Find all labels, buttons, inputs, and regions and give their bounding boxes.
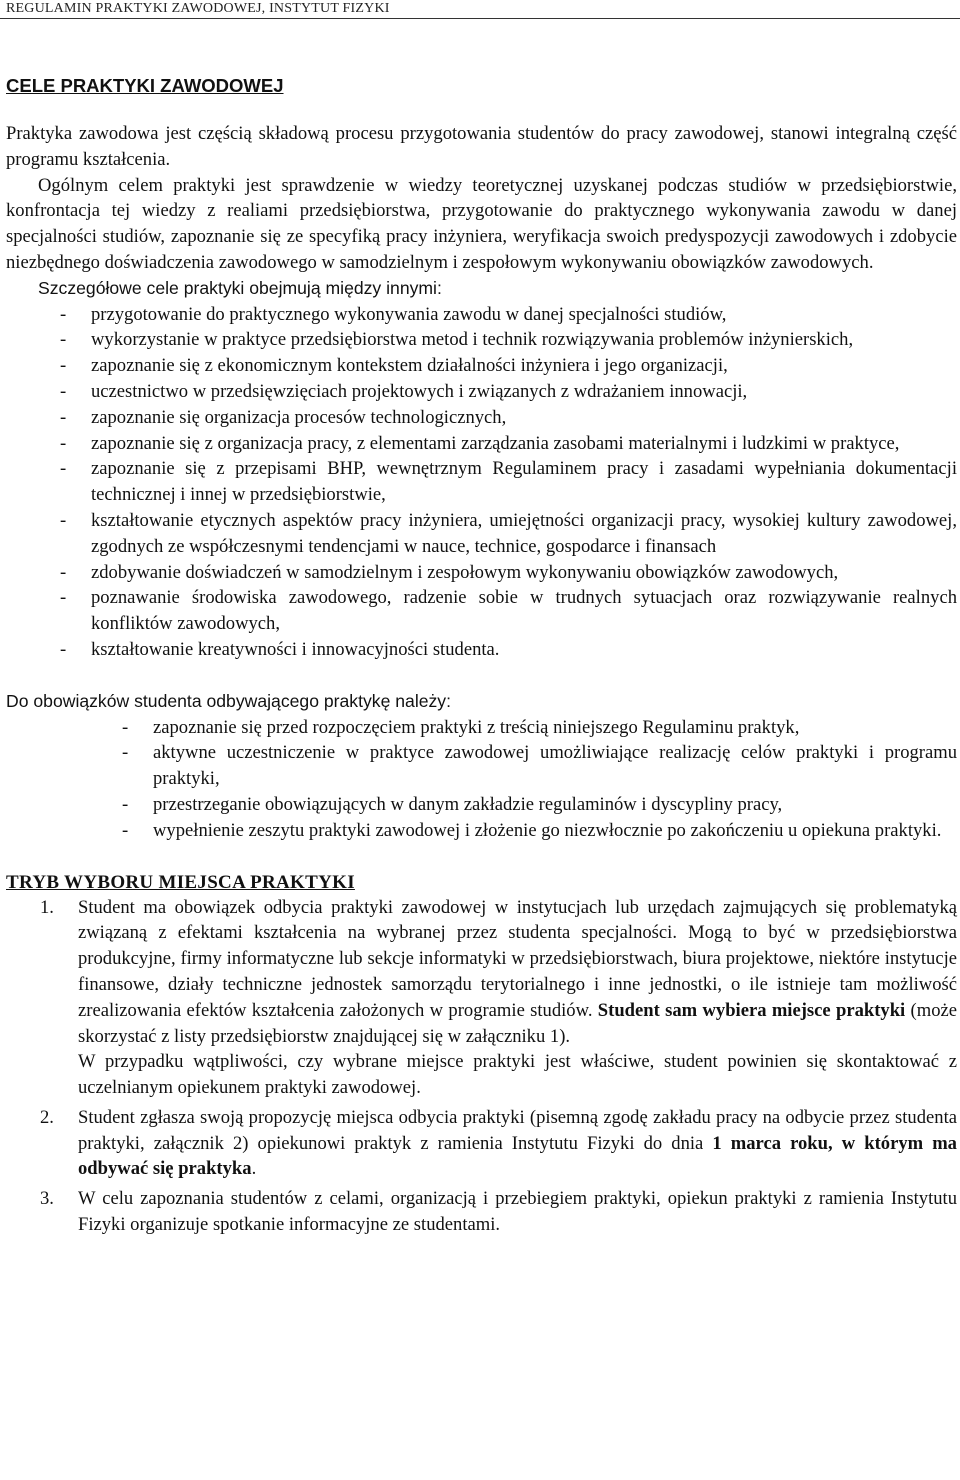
list-item: - przygotowanie do praktycznego wykonywania zawodu w danej specjalności studiów, bbox=[6, 302, 957, 328]
dash-bullet: - bbox=[60, 355, 67, 377]
list-item: - przestrzeganie obowiązujących w danym zakładzie regulaminów i dyscypliny pracy, bbox=[6, 792, 957, 818]
document-body bbox=[6, 73, 957, 1238]
dash-bullet: - bbox=[60, 432, 67, 454]
section-title-placement: TRYB WYBORU MIEJSCA PRAKTYKI bbox=[6, 871, 355, 893]
dash-bullet: - bbox=[60, 509, 67, 531]
dash-bullet: - bbox=[122, 819, 129, 841]
list-item: - zapoznanie się z ekonomicznym kontekstem działalności inżyniera i jego organizacji, bbox=[6, 353, 957, 379]
dash-bullet: - bbox=[60, 380, 67, 402]
list-item: - zapoznanie się przed rozpoczęciem praktyki z treścią niniejszego Regulaminu praktyk, bbox=[6, 715, 957, 741]
general-goal-paragraph: Ogólnym celem praktyki jest sprawdzenie w wiedzy teoretycznej uzyskanej podczas studiów w przedsiębiorstwie, konfrontacja tej wiedzy z realiami przedsiębiorstwa, przygotowanie do praktycznego wykonywania zawodu w danej specjalności studiów, zapoznanie się ze specyfiką pracy inżyniera, weryfikacja swoich predyspozycji zawodowych i zdobycie niezbędnego doświadczenia zawodowego w samodzielnym i zespołowym wykonywaniu obowiązków zawodowych. bbox=[6, 174, 957, 273]
dash-bullet: - bbox=[60, 329, 67, 351]
dash-bullet: - bbox=[60, 587, 67, 609]
detailed-goals-intro: Szczegółowe cele praktyki obejmują między innymi: bbox=[38, 277, 442, 298]
duties-intro: Do obowiązków studenta odbywającego praktykę należy: bbox=[6, 690, 451, 711]
dash-bullet: - bbox=[122, 716, 129, 738]
list-item: 3. W celu zapoznania studentów z celami, organizacją i przebiegiem praktyki, opiekun praktyki z ramienia Instytutu Fizyki organizuje spotkanie informacyjne ze studentami. bbox=[40, 1188, 957, 1236]
emphasis-text: 1 marca roku, w którym ma odbywać się praktyka bbox=[78, 1132, 957, 1180]
header-divider bbox=[0, 18, 960, 19]
list-item: - zdobywanie doświadczeń w samodzielnym i zespołowym wykonywaniu obowiązków zawodowych, bbox=[6, 560, 957, 586]
dash-bullet: - bbox=[60, 406, 67, 428]
list-item: - zapoznanie się z organizacja pracy, z elementami zarządzania zasobami materialnymi i ludzkimi w praktyce, bbox=[6, 431, 957, 457]
running-header: REGULAMIN PRAKTYKI ZAWODOWEJ, INSTYTUT FIZYKI bbox=[6, 1, 390, 16]
dash-bullet: - bbox=[122, 742, 129, 764]
list-item: - zapoznanie się z przepisami BHP, wewnętrznym Regulaminem pracy i zasadami wypełniania dokumentacji technicznej i innej w przedsiębiorstwie, bbox=[60, 458, 957, 506]
item-number: 2. bbox=[40, 1106, 54, 1128]
goals-list bbox=[6, 302, 957, 663]
duties-list bbox=[6, 715, 957, 844]
list-item: - wykorzystanie w praktyce przedsiębiorstwa metod i technik rozwiązywania problemów inżynierskich, bbox=[6, 327, 957, 353]
item-number: 1. bbox=[40, 896, 54, 918]
dash-bullet: - bbox=[60, 303, 67, 325]
dash-bullet: - bbox=[60, 458, 67, 480]
list-item: - aktywne uczestniczenie w praktyce zawodowej umożliwiające realizację celów praktyki i programu praktyki, bbox=[122, 742, 957, 790]
dash-bullet: - bbox=[122, 793, 129, 815]
emphasis-text: Student sam wybiera miejsce praktyki bbox=[597, 999, 906, 1021]
list-item: 2. Student zgłasza swoją propozycję miejsca odbycia praktyki (pisemną zgodę zakładu pracy na odbycie przez studenta praktyki, załącznik 2) opiekunowi praktyk z ramienia Instytutu Fizyki do dnia 1 marca roku, w którym ma odbywać się praktyka. bbox=[40, 1106, 957, 1180]
dash-bullet: - bbox=[60, 638, 67, 660]
list-item: - poznawanie środowiska zawodowego, radzenie sobie w trudnych sytuacjach oraz rozwiązywanie realnych konfliktów zawodowych, bbox=[60, 587, 957, 635]
list-item: - zapoznanie się organizacja procesów technologicznych, bbox=[6, 405, 957, 431]
list-item: - kształtowanie kreatywności i innowacyjności studenta. bbox=[6, 637, 957, 663]
dash-bullet: - bbox=[60, 561, 67, 583]
list-item: - wypełnienie zeszytu praktyki zawodowej i złożenie go niezwłocznie po zakończeniu u opiekuna praktyki. bbox=[6, 818, 957, 844]
intro-paragraph: Praktyka zawodowa jest częścią składową procesu przygotowania studentów do pracy zawodowej, stanowi integralną część programu kształcenia. bbox=[6, 123, 957, 170]
placement-rules-list bbox=[6, 895, 957, 1238]
list-item: - kształtowanie etycznych aspektów pracy inżyniera, umiejętności organizacji pracy, wysokiej kultury zawodowej, zgodnych ze współczesnymi tendencjami w nauce, technice, gospodarce i finansach bbox=[60, 509, 957, 557]
list-item: 1. Student ma obowiązek odbycia praktyki zawodowej w instytucjach lub urzędach zajmujących się problematyką związaną z efektami kształcenia na wybranej przez studenta specjalności. Mogą to być w przedsiębiorstwa produkcyjne, firmy informatyczne lub sekcje informatyki w przedsiębiorstwach, biura projektowe, niektóre instytucje finansowe, działy techniczne jednostek samorządu terytorialnego i inne jednostki, o ile istnieje tam możliwość zrealizowania efektów kształcenia założonych w programie studiów. Student sam wybiera miejsce praktyki (może skorzystać z listy przedsiębiorstw znajdującej się w załączniku 1). W przypadku wątpliwości, czy wybrane miejsce praktyki jest właściwe, student powinien się skontaktować z uczelnianym opiekunem praktyki zawodowej. bbox=[40, 896, 957, 1099]
list-item: - uczestnictwo w przedsięwzięciach projektowych i związanych z wdrażaniem innowacji, bbox=[6, 379, 957, 405]
section-title-goals: CELE PRAKTYKI ZAWODOWEJ bbox=[6, 75, 284, 96]
item-number: 3. bbox=[40, 1188, 54, 1210]
